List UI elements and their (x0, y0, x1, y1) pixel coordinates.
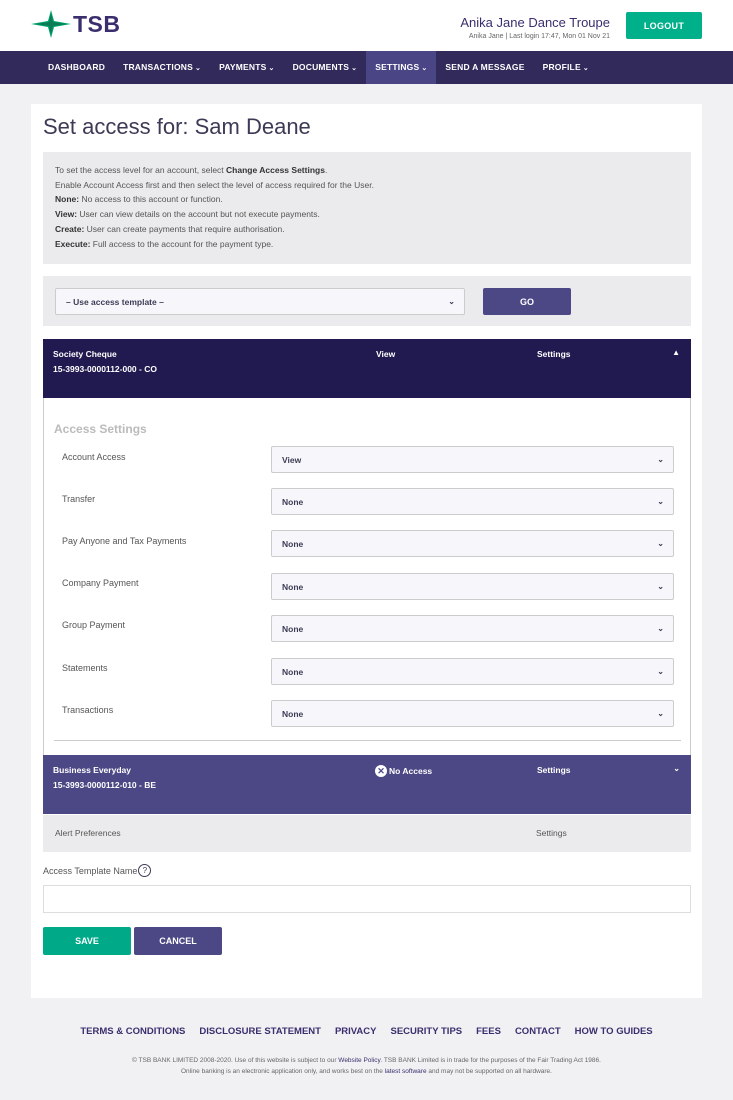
setting-label: Statements (62, 663, 108, 673)
select-value: View (282, 454, 302, 465)
footer-link[interactable]: DISCLOSURE STATEMENT (199, 1026, 321, 1037)
access-template-value: – Use access template – (66, 296, 164, 307)
footer-link[interactable]: PRIVACY (334, 1026, 377, 1037)
tsb-star-icon (31, 10, 71, 38)
template-name-label-wrap (43, 864, 151, 877)
footer-link[interactable]: FEES (476, 1026, 501, 1037)
info-none: None: No access to this account or function. (55, 194, 223, 205)
alert-preferences-label: Alert Preferences (55, 828, 121, 838)
logo-text: TSB (73, 10, 121, 37)
statements-select[interactable] (271, 658, 674, 685)
company-payment-select[interactable] (271, 573, 674, 600)
footer-links (0, 1026, 733, 1037)
account-name: Society Cheque (53, 349, 117, 359)
chevron-down-icon: ⌄ (657, 624, 664, 633)
account-settings-link[interactable]: Settings (537, 349, 571, 359)
chevron-down-icon: ⌄ (268, 65, 275, 72)
main-nav (0, 51, 733, 84)
account-number: 15-3993-0000112-010 - BE (53, 780, 157, 790)
alert-preferences-row (43, 815, 691, 852)
cancel-button[interactable]: CANCEL (134, 927, 222, 955)
nav-payments-label: PAYMENTS (219, 62, 267, 72)
access-settings-panel (43, 398, 691, 755)
chevron-down-icon: ⌄ (657, 455, 664, 464)
info-create: Create: User can create payments that require authorisation. (55, 223, 285, 234)
nav-transactions[interactable] (114, 51, 210, 84)
help-icon[interactable]: ? (138, 864, 151, 877)
nav-dashboard[interactable] (39, 51, 114, 84)
chevron-down-icon: ⌄ (657, 539, 664, 548)
select-value: None (282, 538, 304, 549)
nav-documents[interactable] (284, 51, 367, 84)
chevron-down-icon: ⌄ (351, 65, 358, 72)
nav-settings-label: SETTINGS (375, 62, 420, 72)
chevron-up-icon[interactable]: ▲ (672, 348, 680, 357)
latest-software-link[interactable]: latest software (384, 1068, 427, 1075)
setting-label: Company Payment (62, 578, 139, 588)
info-box (43, 152, 691, 264)
nav-documents-label: DOCUMENTS (292, 62, 350, 72)
access-template-select[interactable] (55, 288, 465, 315)
copyright-line-2: Online banking is an electronic application only, and works best on the latest software and may not be supported on all hardware. (181, 1068, 552, 1075)
pay-anyone-select[interactable] (271, 530, 674, 557)
transfer-select[interactable] (271, 488, 674, 515)
nav-settings[interactable] (366, 51, 436, 84)
template-bar (43, 276, 691, 326)
account-access-level-wrap (375, 765, 432, 777)
setting-label: Transactions (62, 705, 114, 715)
select-value: None (282, 496, 304, 507)
setting-label: Group Payment (62, 620, 126, 630)
nav-profile[interactable] (534, 51, 598, 84)
footer-link[interactable]: SECURITY TIPS (390, 1026, 463, 1037)
alert-settings-link[interactable]: Settings (536, 828, 567, 838)
nav-send-message-label: SEND A MESSAGE (445, 62, 525, 72)
nav-payments[interactable] (210, 51, 284, 84)
select-value: None (282, 708, 304, 719)
nav-transactions-label: TRANSACTIONS (123, 62, 193, 72)
logout-button[interactable]: LOGOUT (626, 12, 702, 39)
footer-link[interactable]: HOW TO GUIDES (574, 1026, 653, 1037)
chevron-down-icon: ⌄ (657, 709, 664, 718)
chevron-down-icon[interactable]: ⌄ (673, 764, 680, 773)
access-settings-title: Access Settings (54, 422, 147, 436)
go-button[interactable]: GO (483, 288, 571, 315)
account-number: 15-3993-0000112-000 - CO (53, 364, 157, 374)
info-execute: Execute: Full access to the account for the payment type. (55, 238, 274, 249)
nav-profile-label: PROFILE (542, 62, 581, 72)
account-header-business-everyday[interactable] (43, 755, 691, 814)
copyright (0, 1055, 733, 1077)
select-value: None (282, 623, 304, 634)
info-line-1: To set the access level for an account, select Change Access Settings. (55, 165, 328, 175)
nav-dashboard-label: DASHBOARD (48, 62, 106, 72)
footer-link[interactable]: CONTACT (514, 1026, 561, 1037)
group-payment-select[interactable] (271, 615, 674, 642)
chevron-down-icon: ⌄ (657, 497, 664, 506)
account-settings-link[interactable]: Settings (537, 765, 571, 775)
template-name-label: Access Template Name (43, 865, 138, 876)
template-name-input[interactable] (43, 885, 691, 913)
chevron-down-icon: ⌄ (657, 582, 664, 591)
company-name: Anika Jane Dance Troupe (460, 15, 610, 30)
account-name: Business Everyday (53, 765, 131, 775)
tsb-logo[interactable] (31, 10, 121, 38)
website-policy-link[interactable]: Website Policy (338, 1057, 381, 1064)
close-circle-icon: ✕ (375, 765, 387, 777)
setting-label: Transfer (62, 494, 96, 504)
chevron-down-icon: ⌄ (657, 667, 664, 676)
account-access-select[interactable] (271, 446, 674, 473)
main-card (31, 104, 702, 998)
last-login: Anika Jane | Last login 17:47, Mon 01 Nov 21 (468, 33, 610, 40)
info-view: View: User can view details on the account but not execute payments. (55, 209, 320, 220)
footer-link[interactable]: TERMS & CONDITIONS (80, 1026, 186, 1037)
info-line-2: Enable Account Access first and then select the level of access required for the User. (55, 179, 374, 190)
setting-label: Account Access (62, 452, 126, 462)
select-value: None (282, 581, 304, 592)
chevron-down-icon: ⌄ (421, 65, 428, 72)
account-header-society-cheque[interactable] (43, 339, 691, 398)
transactions-select[interactable] (271, 700, 674, 727)
account-access-level: View (376, 349, 396, 359)
page-title: Set access for: Sam Deane (43, 114, 311, 139)
chevron-down-icon: ⌄ (448, 297, 455, 306)
header (0, 0, 733, 51)
select-value: None (282, 666, 304, 677)
chevron-down-icon: ⌄ (195, 65, 202, 72)
chevron-down-icon: ⌄ (582, 65, 589, 72)
divider (54, 740, 681, 741)
save-button[interactable]: SAVE (43, 927, 131, 955)
nav-send-message[interactable] (436, 51, 533, 84)
copyright-line-1: © TSB BANK LIMITED 2008-2020. Use of this website is subject to our Website Policy. TSB BANK Limited is in trade for the purposes of the Fair Trading Act 1986. (132, 1057, 601, 1064)
setting-label: Pay Anyone and Tax Payments (62, 536, 187, 546)
account-access-level: No Access (389, 766, 433, 776)
